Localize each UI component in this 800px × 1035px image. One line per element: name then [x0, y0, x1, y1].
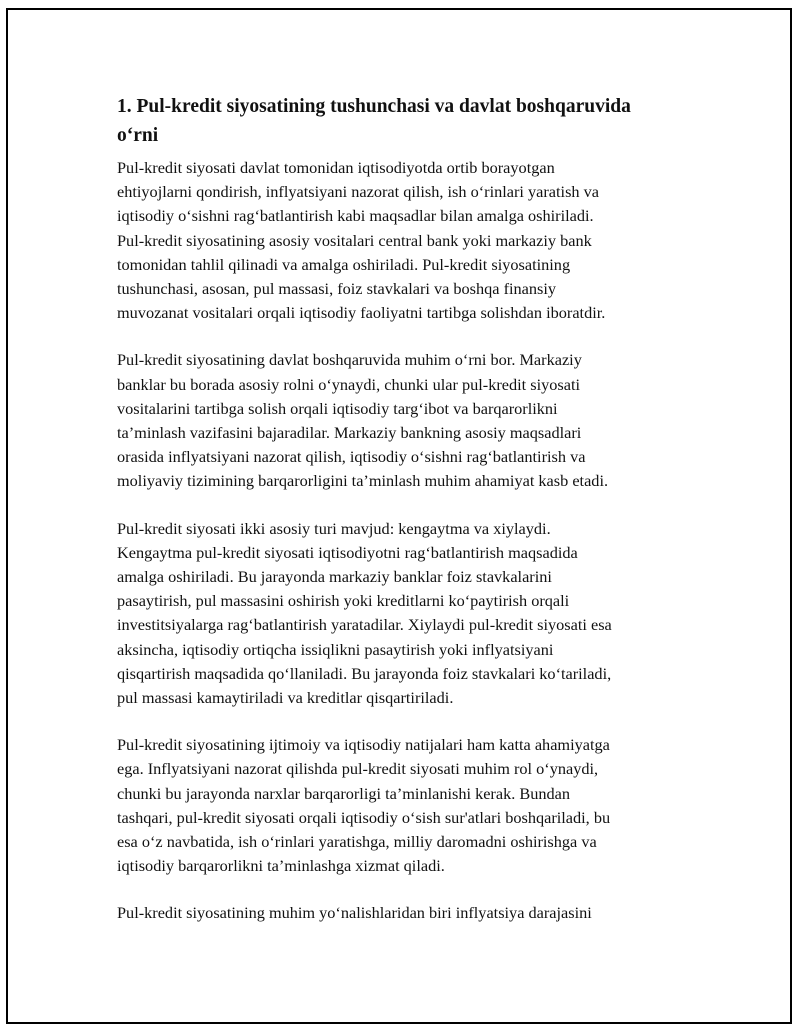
text-line: aksincha, iqtisodiy ortiqcha issiqlikni pasaytirish yoki inflyatsiyani [117, 639, 554, 659]
heading-line: 1. Pul-kredit siyosatining tushunchasi va davlat boshqaruvida [117, 96, 631, 117]
heading-line: o‘rni [117, 125, 159, 146]
text-line: tomonidan tahlil qilinadi va amalga oshiriladi. Pul-kredit siyosatining [117, 254, 571, 274]
text-line: Pul-kredit siyosati davlat tomonidan iqtisodiyotda ortib borayotgan [117, 158, 555, 177]
text-line: investitsiyalarga rag‘batlantirish yaratadilar. Xiylaydi pul-kredit siyosati esa [117, 615, 612, 635]
paragraph-3 [117, 517, 687, 711]
text-line: tashqari, pul-kredit siyosati orqali iqtisodiy o‘sish sur'atlari boshqariladi, bu [117, 807, 611, 827]
text-line: pasaytirish, pul massasini oshirish yoki kreditlarni ko‘paytirish orqali [117, 591, 570, 611]
text-line: tushunchasi, asosan, pul massasi, foiz stavkalari va boshqa finansiy [117, 279, 557, 299]
text-line: chunki bu jarayonda narxlar barqarorligi ta’minlanishi kerak. Bundan [117, 783, 571, 803]
text-line: esa o‘z navbatida, ish o‘rinlari yaratishga, milliy daromadni oshirishga va [117, 832, 597, 852]
text-line: Pul-kredit siyosatining asosiy vositalari central bank yoki markaziy bank [117, 230, 592, 250]
text-line: Pul-kredit siyosati ikki asosiy turi mavjud: kengaytma va xiylaydi. [117, 518, 551, 538]
document-body [117, 92, 687, 949]
text-line: Pul-kredit siyosatining davlat boshqaruvida muhim o‘rni bor. Markaziy [117, 350, 582, 370]
text-line: banklar bu borada asosiy rolni o‘ynaydi, chunki ular pul-kredit siyosati [117, 374, 581, 394]
text-line: ta’minlash vazifasini bajaradilar. Markaziy bankning asosiy maqsadlari [117, 423, 582, 443]
section-heading [117, 92, 687, 150]
text-line: Pul-kredit siyosatining ijtimoiy va iqtisodiy natijalari ham katta ahamiyatga [117, 735, 610, 755]
text-line: amalga oshiriladi. Bu jarayonda markaziy banklar foiz stavkalarini [117, 567, 552, 587]
text-line: orasida inflyatsiyani nazorat qilish, iqtisodiy o‘sishni rag‘batlantirish va [117, 447, 586, 467]
text-line: vositalarini tartibga solish orqali iqtisodiy targ‘ibot va barqarorlikni [117, 398, 558, 418]
text-line: iqtisodiy barqarorlikni ta’minlashga xizmat qiladi. [117, 856, 445, 876]
text-line: ega. Inflyatsiyani nazorat qilishda pul-kredit siyosati muhim rol o‘ynaydi, [117, 759, 599, 779]
text-line: Kengaytma pul-kredit siyosati iqtisodiyotni rag‘batlantirish maqsadida [117, 542, 578, 562]
paragraph-4 [117, 733, 687, 878]
text-line: qisqartirish maqsadida qo‘llaniladi. Bu jarayonda foiz stavkalari ko‘tariladi, [117, 663, 612, 683]
text-line: moliyaviy tizimining barqarorligini ta’minlash muhim ahamiyat kasb etadi. [117, 471, 609, 491]
text-line: muvozanat vositalari orqali iqtisodiy faoliyatni tartibga solishdan iboratdir. [117, 303, 606, 323]
text-line: iqtisodiy o‘sishni rag‘batlantirish kabi maqsadlar bilan amalga oshiriladi. [117, 206, 594, 226]
paragraph-2 [117, 348, 687, 493]
text-line: pul massasi kamaytiriladi va kreditlar qisqartiriladi. [117, 688, 454, 708]
text-line: Pul-kredit siyosatining muhim yo‘nalishlaridan biri inflyatsiya darajasini [117, 903, 592, 923]
paragraph-5 [117, 901, 687, 925]
text-line: ehtiyojlarni qondirish, inflyatsiyani nazorat qilish, ish o‘rinlari yaratish va [117, 182, 599, 202]
paragraph-1 [117, 156, 687, 325]
